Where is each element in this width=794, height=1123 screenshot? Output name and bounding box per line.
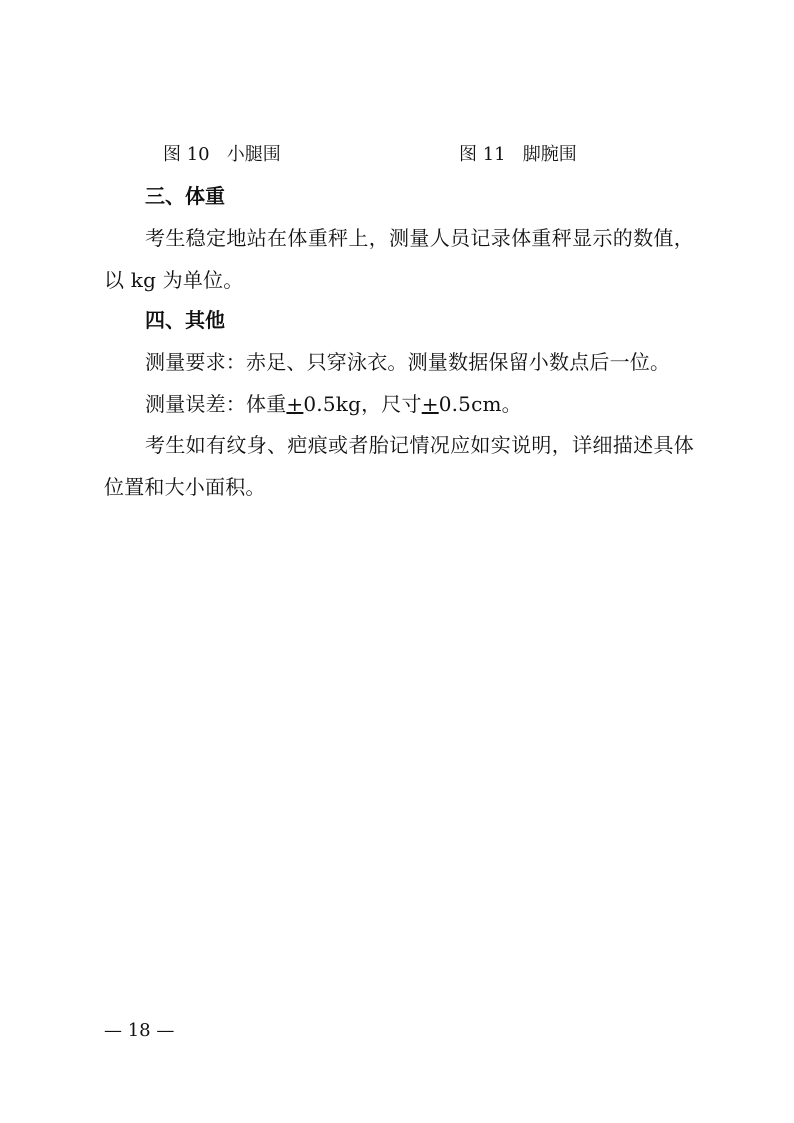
measurement-requirement-paragraph: 测量要求：赤足、只穿泳衣。测量数据保留小数点后一位。 [145,350,671,374]
measurement-error-paragraph [104,383,694,425]
figure-10-caption: 图 10 小腿围 [163,144,281,165]
section-other-heading: 四、其他 [145,308,225,332]
weight-paragraph: 考生稳定地站在体重秤上，测量人员记录体重秤显示的数值，以 kg 为单位。 [104,226,694,292]
figure-11-caption: 图 11 脚腕围 [459,144,577,165]
section-weight-heading: 三、体重 [145,184,225,208]
weight-plus-minus: + [286,392,304,416]
page-number: — 18 — [104,1020,175,1041]
weight-error-value: 0.5kg，尺寸 [303,392,422,416]
size-plus-minus: + [421,392,439,416]
tattoo-note-paragraph: 考生如有纹身、疤痕或者胎记情况应如实说明，详细描述具体位置和大小面积。 [104,433,694,499]
size-error-value: 0.5cm。 [438,392,522,416]
error-prefix: 测量误差：体重 [145,392,287,416]
